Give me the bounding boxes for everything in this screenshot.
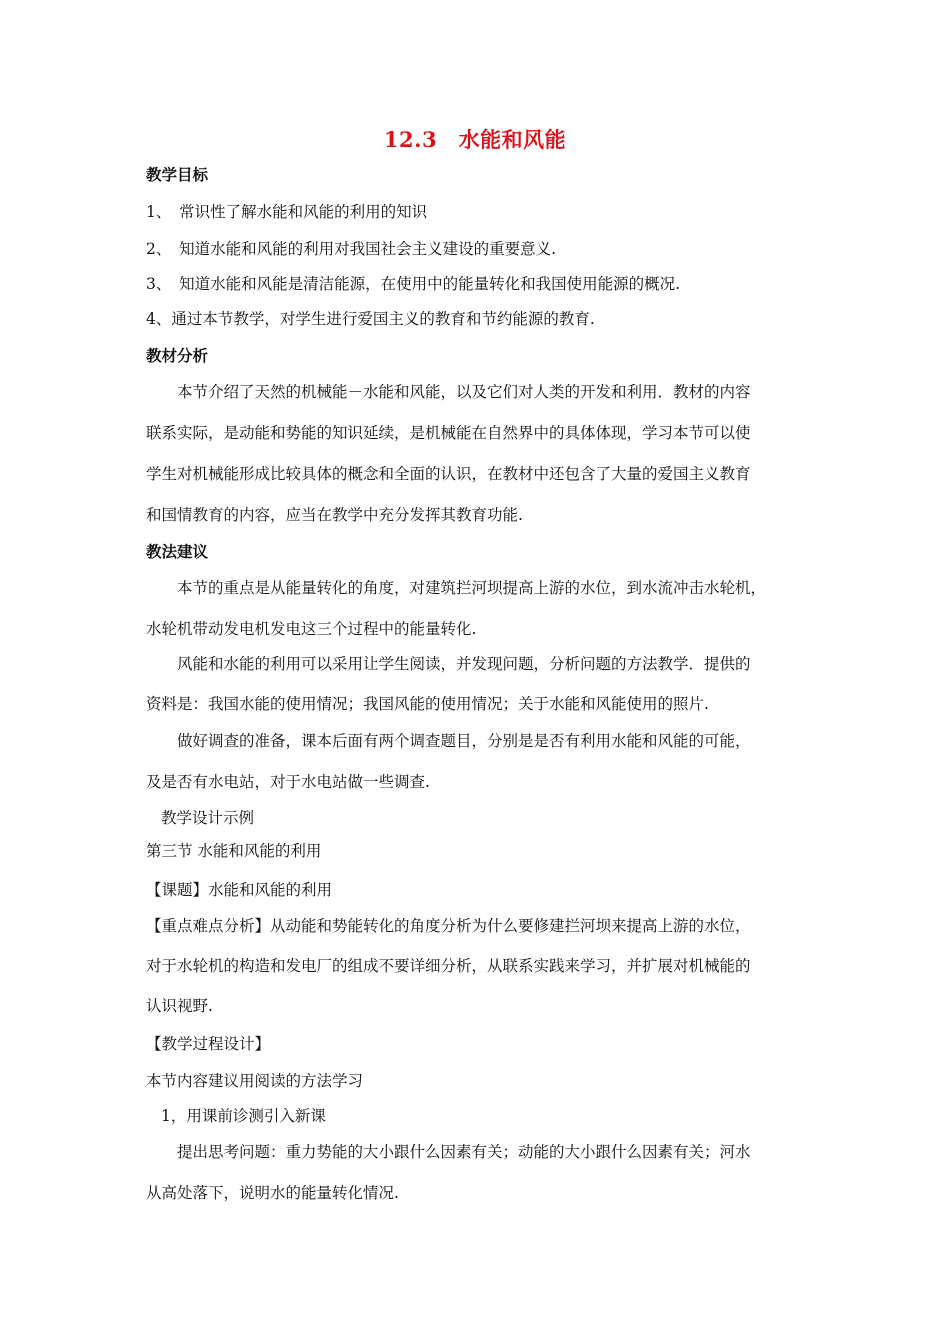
method-line: 资料是：我国水能的使用情况；我国风能的使用情况；关于水能和风能使用的照片. [146, 695, 709, 713]
method-line: 及是否有水电站，对于水电站做一些调查. [146, 773, 430, 791]
design-line: 本节内容建议用阅读的方法学习 [146, 1072, 364, 1090]
goal-item: 3、 知道水能和风能是清洁能源，在使用中的能量转化和我国使用能源的概况. [146, 275, 681, 293]
method-line: 本节的重点是从能量转化的角度，对建筑拦河坝提高上游的水位，到水流冲击水轮机， [177, 579, 767, 597]
design-line: 第三节 水能和风能的利用 [146, 842, 322, 860]
method-line: 水轮机带动发电机发电这三个过程中的能量转化. [146, 620, 477, 638]
design-line: 对于水轮机的构造和发电厂的组成不要详细分析，从联系实践来学习，并扩展对机械能的 [146, 957, 751, 975]
design-line: 【课题】水能和风能的利用 [146, 881, 333, 899]
page-title: 12.3 水能和风能 [383, 127, 567, 152]
analysis-line: 本节介绍了天然的机械能－水能和风能，以及它们对人类的开发和利用．教材的内容 [177, 383, 751, 401]
goal-item: 1、 常识性了解水能和风能的利用的知识 [146, 203, 428, 221]
design-line: 提出思考问题：重力势能的大小跟什么因素有关；动能的大小跟什么因素有关；河水 [177, 1143, 751, 1161]
analysis-line: 学生对机械能形成比较具体的概念和全面的认识，在教材中还包含了大量的爱国主义教育 [146, 465, 751, 483]
method-line: 风能和水能的利用可以采用让学生阅读，并发现问题，分析问题的方法教学．提供的 [177, 655, 751, 673]
design-line: 1，用课前诊测引入新课 [161, 1107, 326, 1125]
analysis-line: 和国情教育的内容，应当在教学中充分发挥其教育功能. [146, 506, 523, 524]
design-heading: 教学设计示例 [161, 809, 255, 827]
analysis-line: 联系实际，是动能和势能的知识延续，是机械能在自然界中的具体体现，学习本节可以使 [146, 424, 751, 442]
goal-item: 4、通过本节教学，对学生进行爱国主义的教育和节约能源的教育. [146, 310, 595, 328]
method-heading: 教法建议 [146, 542, 209, 561]
goals-heading: 教学目标 [146, 165, 209, 184]
design-line: 【重点难点分析】从动能和势能转化的角度分析为什么要修建拦河坝来提高上游的水位， [146, 917, 751, 935]
goal-item: 2、 知道水能和风能的利用对我国社会主义建设的重要意义. [146, 240, 557, 258]
method-line: 做好调查的准备，课本后面有两个调查题目，分别是是否有利用水能和风能的可能， [177, 732, 751, 750]
analysis-heading: 教材分析 [146, 346, 209, 365]
design-line: 【教学过程设计】 [146, 1035, 271, 1053]
design-line: 从高处落下，说明水的能量转化情况. [146, 1184, 399, 1202]
design-line: 认识视野. [146, 997, 213, 1015]
